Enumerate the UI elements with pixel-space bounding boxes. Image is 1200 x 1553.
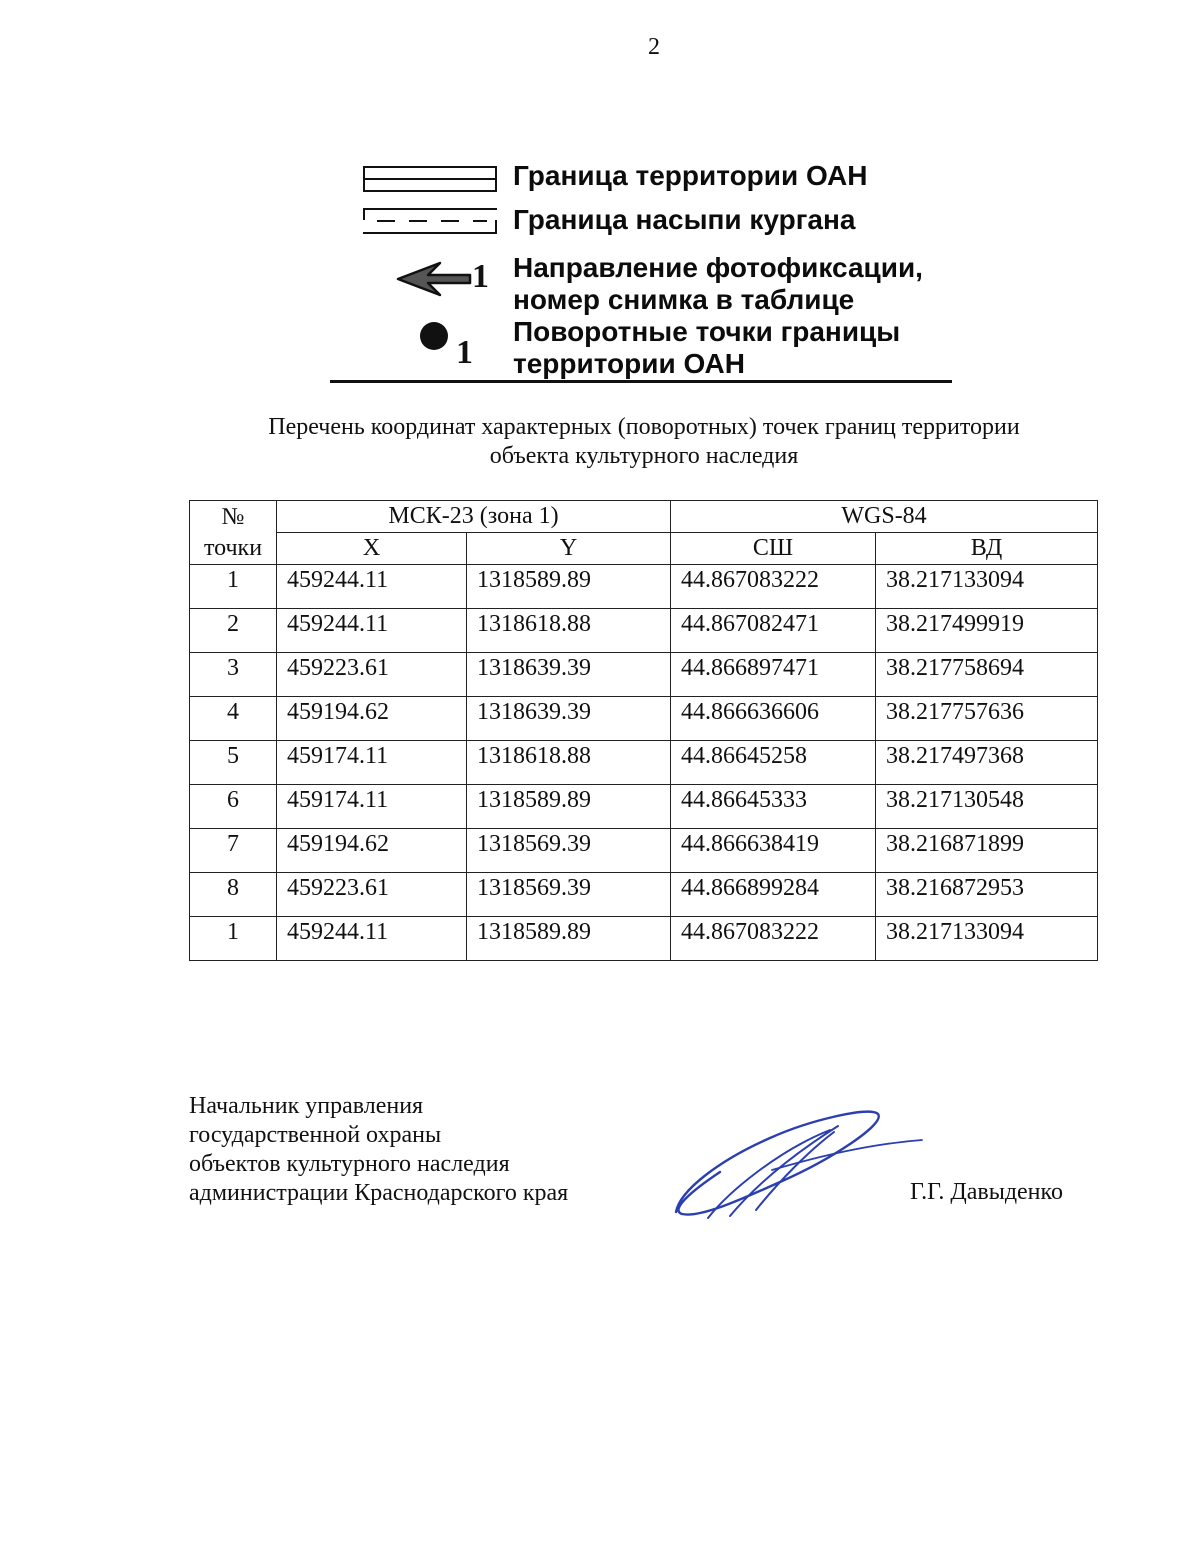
cell-x: 459174.11 [277, 785, 467, 829]
table-subheader-row [190, 533, 1098, 565]
cell-lat: 44.866897471 [671, 653, 876, 697]
cell-x: 459244.11 [277, 609, 467, 653]
table-row [190, 785, 1098, 829]
cell-lat: 44.866899284 [671, 873, 876, 917]
header-msk23: МСК-23 (зона 1) [277, 501, 671, 533]
header-lon: ВД [876, 533, 1098, 565]
table-row [190, 829, 1098, 873]
legend-label: Граница насыпи кургана [513, 204, 856, 235]
header-lat: СШ [671, 533, 876, 565]
cell-lat: 44.866636606 [671, 697, 876, 741]
table-row [190, 653, 1098, 697]
legend-label-line: Поворотные точки границы [513, 316, 901, 347]
cell-point: 3 [190, 653, 277, 697]
cell-point: 7 [190, 829, 277, 873]
table-row [190, 609, 1098, 653]
dot-icon [418, 320, 450, 352]
map-legend [330, 158, 954, 384]
cell-lat: 44.867083222 [671, 917, 876, 961]
caption-line: Перечень координат характерных (поворотных) точек границ территории [268, 414, 1020, 440]
cell-x: 459194.62 [277, 697, 467, 741]
table-header-row [190, 501, 1098, 533]
cell-x: 459223.61 [277, 873, 467, 917]
cell-y: 1318639.39 [467, 653, 671, 697]
cell-lat: 44.86645258 [671, 741, 876, 785]
double-line-border-icon [363, 166, 497, 192]
cell-y: 1318569.39 [467, 873, 671, 917]
cell-lon: 38.217130548 [876, 785, 1098, 829]
header-point-number: № точки [190, 501, 277, 565]
legend-label-line: территории ОАН [513, 348, 745, 379]
handwritten-signature [660, 1100, 940, 1230]
cell-y: 1318618.88 [467, 741, 671, 785]
cell-y: 1318589.89 [467, 785, 671, 829]
header-wgs84: WGS-84 [671, 501, 1098, 533]
coordinates-table [189, 500, 1098, 961]
signer-title-line: государственной охраны [189, 1122, 442, 1148]
cell-x: 459174.11 [277, 741, 467, 785]
cell-lat: 44.867083222 [671, 565, 876, 609]
legend-label: Граница территории ОАН [513, 160, 868, 191]
legend-divider [330, 380, 952, 383]
table-row [190, 741, 1098, 785]
cell-x: 459244.11 [277, 565, 467, 609]
cell-y: 1318569.39 [467, 829, 671, 873]
cell-lon: 38.217499919 [876, 609, 1098, 653]
cell-lon: 38.217133094 [876, 565, 1098, 609]
cell-x: 459244.11 [277, 917, 467, 961]
legend-label-line: Направление фотофиксации, [513, 252, 923, 283]
cell-x: 459223.61 [277, 653, 467, 697]
cell-point: 2 [190, 609, 277, 653]
cell-point: 1 [190, 917, 277, 961]
legend-label-line: номер снимка в таблице [513, 284, 855, 315]
signer-title-line: Начальник управления [189, 1093, 424, 1119]
signer-name: Г.Г. Давыденко [910, 1179, 1063, 1205]
cell-point: 8 [190, 873, 277, 917]
cell-x: 459194.62 [277, 829, 467, 873]
arrow-left-icon [396, 260, 472, 298]
page-number: 2 [648, 34, 660, 60]
cell-lat: 44.86645333 [671, 785, 876, 829]
cell-lon: 38.217133094 [876, 917, 1098, 961]
header-y: Y [467, 533, 671, 565]
table-row [190, 565, 1098, 609]
table-caption [0, 413, 1200, 471]
table-row [190, 917, 1098, 961]
cell-lon: 38.216872953 [876, 873, 1098, 917]
signer-title-line: объектов культурного наследия [189, 1151, 510, 1177]
cell-point: 1 [190, 565, 277, 609]
cell-lon: 38.216871899 [876, 829, 1098, 873]
cell-lat: 44.867082471 [671, 609, 876, 653]
dashed-border-icon [363, 208, 497, 234]
signer-title-line: администрации Краснодарского края [189, 1180, 569, 1206]
cell-lon: 38.217497368 [876, 741, 1098, 785]
cell-lon: 38.217758694 [876, 653, 1098, 697]
table-row [190, 697, 1098, 741]
cell-y: 1318589.89 [467, 565, 671, 609]
cell-y: 1318589.89 [467, 917, 671, 961]
header-x: X [277, 533, 467, 565]
symbol-number: 1 [456, 334, 473, 371]
cell-lon: 38.217757636 [876, 697, 1098, 741]
cell-lat: 44.866638419 [671, 829, 876, 873]
symbol-number: 1 [472, 258, 489, 295]
cell-y: 1318639.39 [467, 697, 671, 741]
cell-point: 6 [190, 785, 277, 829]
signer-title [189, 1092, 568, 1208]
caption-line: объекта культурного наследия [489, 443, 799, 469]
table-row [190, 873, 1098, 917]
cell-point: 5 [190, 741, 277, 785]
cell-point: 4 [190, 697, 277, 741]
cell-y: 1318618.88 [467, 609, 671, 653]
